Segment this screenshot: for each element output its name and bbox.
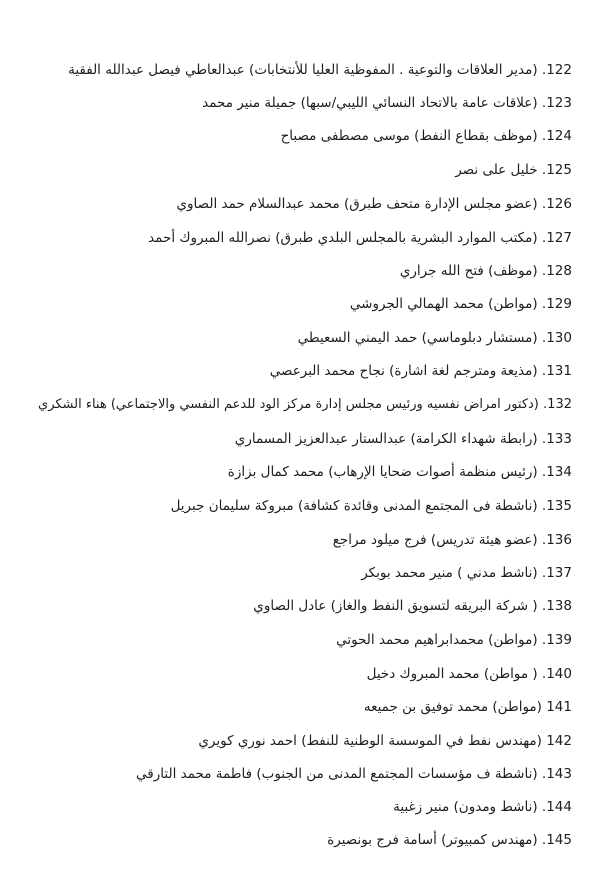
entry-description: (مواطن): [492, 699, 542, 715]
entry-description: (ناشطة فى المجتمع المدنى وقائدة كشافة): [297, 498, 538, 514]
entry-name: منير محمد بوبكر: [361, 565, 453, 581]
entry-number: 123.: [541, 95, 572, 111]
entry-description: (علاقات عامة بالاتحاد النسائي الليبي/سبها): [300, 95, 538, 111]
entry-name: جميلة منير محمد: [202, 95, 297, 111]
entry-description: (رابطة شهداء الكرامة): [410, 431, 538, 447]
entry-number: 137.: [541, 565, 572, 581]
entry-number: 133.: [541, 431, 572, 447]
list-item: [176, 194, 576, 214]
entry-name: محمد الهمالي الجروشي: [349, 296, 484, 312]
entry-description: (مستشار دبلوماسي): [421, 330, 538, 346]
entry-number: 122.: [541, 62, 572, 78]
entry-number: 142: [546, 733, 572, 749]
entry-description: ( مواطن): [483, 666, 538, 682]
entry-name: محمد توفيق بن جميعه: [363, 699, 489, 715]
list-item: [228, 462, 576, 482]
entry-description: (عضو هيئة تدريس): [430, 532, 538, 548]
entry-description: (رئيس منظمة أصوات ضحايا الإرهاب): [328, 464, 538, 480]
entry-name: عبدالستار عبدالعزيز المسماري: [234, 431, 407, 447]
entry-number: 124.: [541, 128, 572, 144]
list-item: [148, 228, 576, 248]
entry-name: محمدابراهيم محمد الحوتي: [336, 632, 484, 648]
list-item: [361, 563, 576, 583]
entry-number: 138.: [541, 598, 572, 614]
list-item: [455, 160, 576, 180]
entry-description: (مواطن): [488, 632, 538, 648]
entry-name: خليل على نصر: [455, 162, 538, 178]
entry-name: منير زغبية: [393, 799, 450, 815]
list-item: [202, 93, 576, 113]
entry-description: (مذيعة ومترجم لغة اشارة): [389, 363, 538, 379]
list-item: [253, 596, 576, 616]
entry-name: فاطمة محمد التارقي: [136, 766, 253, 782]
entry-description: (مهندس كمبيوتر): [441, 832, 538, 848]
list-item: [136, 764, 576, 784]
entry-number: 140.: [541, 666, 572, 682]
entry-description: ( شركة البريقه لتسويق النفط والغاز): [330, 598, 538, 614]
entry-number: 145.: [541, 832, 572, 848]
list-item: [298, 328, 576, 348]
list-item: [270, 361, 576, 381]
list-item: [364, 697, 576, 717]
entry-number: 136.: [541, 532, 572, 548]
entry-number: 130.: [541, 330, 572, 346]
entry-description: (ناشطة ف مؤسسات المجتمع المدنى من الجنوب): [256, 766, 538, 782]
entry-number: 144.: [541, 799, 572, 815]
list-item: [350, 294, 576, 314]
entry-name: هناء الشكري: [38, 397, 107, 412]
entry-number: 128.: [541, 263, 572, 279]
list-item: [38, 395, 576, 415]
entry-name: فرج ميلود مراجع: [332, 532, 427, 548]
entry-name: محمد كمال بزازة: [227, 464, 324, 480]
entry-name: مبروكة سليمان جبريل: [170, 498, 294, 514]
entry-number: 135.: [541, 498, 572, 514]
list-item: [393, 797, 576, 817]
entry-number: 132.: [543, 397, 572, 412]
entry-name: عادل الصاوي: [253, 598, 327, 614]
entry-number: 141: [546, 699, 572, 715]
entry-name: نجاح محمد البرعصي: [269, 363, 385, 379]
list-item: [336, 630, 576, 650]
entry-name: أسامة فرج بونصيرة: [327, 832, 437, 848]
entry-description: (مكتب الموارد البشرية بالمجلس البلدي طبرق): [275, 230, 538, 246]
entry-number: 125.: [541, 162, 572, 178]
entry-name: نصرالله المبروك أحمد: [148, 230, 271, 246]
entry-name: حمد اليمني السعيطي: [297, 330, 418, 346]
list-item: [235, 429, 576, 449]
list-item: [68, 60, 576, 80]
entry-number: 143.: [541, 766, 572, 782]
entry-description: (ناشط مدني ): [457, 565, 538, 581]
entry-name: فتح الله جراري: [399, 263, 484, 279]
entry-description: (موظف بقطاع النفط): [414, 128, 538, 144]
entry-number: 134.: [541, 464, 572, 480]
entry-name: محمد عبدالسلام حمد الصاوي: [176, 196, 340, 212]
entry-number: 126.: [541, 196, 572, 212]
entry-description: (مواطن): [488, 296, 538, 312]
list-item: [367, 664, 576, 684]
list-item: [281, 126, 576, 146]
entry-name: عبدالعاطي فيصل عبدالله الفقية: [68, 62, 245, 78]
entry-number: 127.: [541, 230, 572, 246]
list-item: [333, 530, 576, 550]
list-item: [400, 261, 576, 281]
entry-number: 139.: [541, 632, 572, 648]
entry-name: موسى مصطفى مصباح: [280, 128, 410, 144]
entry-name: محمد المبروك دخيل: [366, 666, 480, 682]
entry-description: (عضو مجلس الإدارة متحف طبرق): [344, 196, 538, 212]
entry-description: (مدير العلاقات والتوعية . المفوظية العليا للأنتخابات): [249, 62, 538, 78]
list-item: [198, 731, 576, 751]
entry-description: (دكتور امراض نفسيه ورئيس مجلس إدارة مركز الود للدعم النفسي والاجتماعي): [110, 397, 539, 412]
list-item: [171, 496, 576, 516]
entry-description: (موظف): [488, 263, 538, 279]
entry-number: 129.: [541, 296, 572, 312]
entry-number: 131.: [541, 363, 572, 379]
entry-description: (ناشط ومدون): [453, 799, 538, 815]
entry-name: احمد نوري كويري: [198, 733, 297, 749]
list-item: [327, 830, 576, 850]
entry-description: (مهندس نفط في الموسسة الوطنية للنفط): [301, 733, 542, 749]
